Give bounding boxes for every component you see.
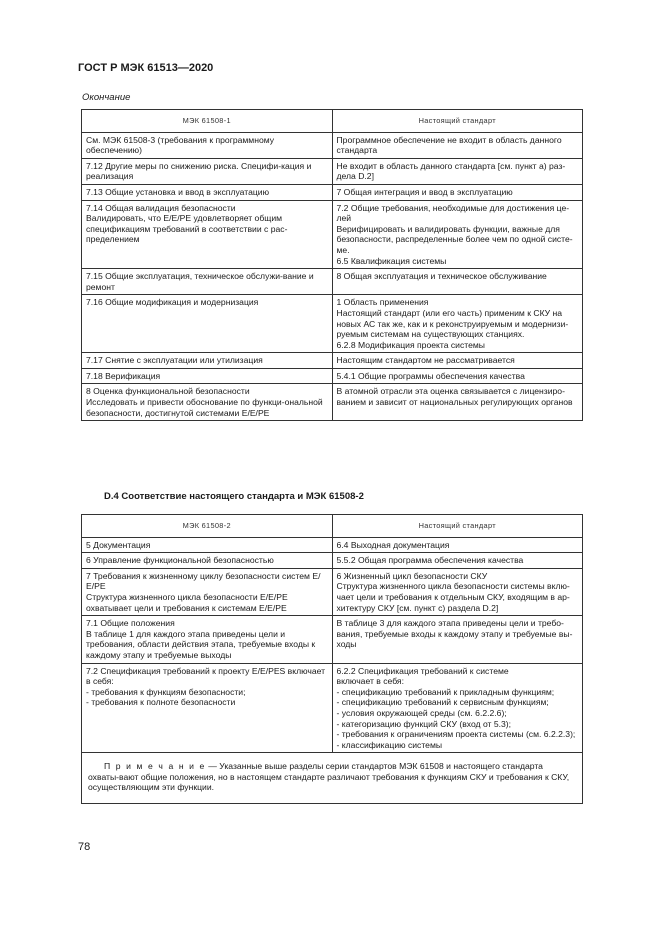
table-row xyxy=(82,184,583,200)
column-header-iec: МЭК 61508-1 xyxy=(82,110,333,133)
cell-iec xyxy=(82,353,333,369)
column-header-standard: Настоящий стандарт xyxy=(332,515,583,538)
document-header: ГОСТ Р МЭК 61513—2020 xyxy=(78,62,214,74)
table1-body xyxy=(82,132,583,421)
cell-line: 7.13 Общие установка и ввод в эксплуатацию xyxy=(86,186,270,197)
cell-standard xyxy=(332,132,583,158)
cell-line: 7 Требования к жизненному циклу безопасности систем Е/Е/РЕ xyxy=(86,570,321,592)
table-row xyxy=(82,132,583,158)
cell-line: - условия окружающей среды (см. 6.2.2.6); xyxy=(336,707,507,718)
cell-standard xyxy=(332,200,583,269)
cell-iec xyxy=(82,384,333,421)
cell-line: В таблице 3 для каждого этапа приведены цели и требо-вания, требуемые входы к каждому этапу и требуемые вы-ходы xyxy=(336,618,573,650)
table-row xyxy=(82,537,583,553)
cell-line: - требования к ограничениям проекта системы (см. 6.2.2.3); xyxy=(336,729,576,740)
cell-standard xyxy=(332,269,583,295)
cell-standard xyxy=(332,353,583,369)
cell-line: 7.14 Общая валидация безопасности xyxy=(86,202,236,213)
cell-line: 7.16 Общие модификация и модернизация xyxy=(86,297,259,308)
table-row xyxy=(82,200,583,269)
cell-line: 6.4 Выходная документация xyxy=(336,539,450,550)
cell-iec xyxy=(82,132,333,158)
cell-line: - категоризацию функций СКУ (вход от 5.3); xyxy=(336,718,512,729)
cell-iec xyxy=(82,616,333,663)
table-row xyxy=(82,553,583,569)
table-row xyxy=(82,384,583,421)
table-header-row xyxy=(82,515,583,538)
cell-line: включает в себя: xyxy=(336,676,404,687)
cell-line: 8 Оценка функциональной безопасности xyxy=(86,386,250,397)
table-row xyxy=(82,616,583,663)
cell-line: 7.2 Спецификация требований к проекту Е/Е/PES включает в себя: xyxy=(86,665,326,687)
table-iec-61508-2 xyxy=(81,514,583,804)
cell-line: 7.17 Снятие с эксплуатации или утилизация xyxy=(86,355,263,366)
table-row xyxy=(82,568,583,615)
column-header-iec: МЭК 61508-2 xyxy=(82,515,333,538)
cell-line: Структура жизненного цикла безопасности Е/Е/РЕ охватывает цели и требования к системам Е/Е/РЕ xyxy=(86,591,288,613)
cell-line: В таблице 1 для каждого этапа приведены цели и требования, области действия этапа, требуемые входы к каждому этапу и требуемые выходы xyxy=(86,628,316,660)
cell-line: Настоящим стандартом не рассматривается xyxy=(336,355,515,366)
cell-line: 7 Общая интеграция и ввод в эксплуатацию xyxy=(336,186,513,197)
table-row xyxy=(82,353,583,369)
cell-line: 6 Жизненный цикл безопасности СКУ xyxy=(336,570,488,581)
cell-line: См. МЭК 61508-3 (требования к программному обеспечению) xyxy=(86,134,275,156)
cell-line: В атомной отрасли эта оценка связывается с лицензиро-ванием и зависит от национальных регулирующих органов xyxy=(336,386,573,408)
table-header-row xyxy=(82,110,583,133)
cell-line: 5.5.2 Общая программа обеспечения качества xyxy=(336,555,524,566)
cell-line: Структура жизненного цикла безопасности системы вклю-чает цели и требования к отдельным СКУ, входящим в ар-хитектуру СКУ [см. пункт с) раздела D.2] xyxy=(336,581,570,613)
cell-standard xyxy=(332,384,583,421)
cell-line: 6.5 Квалификация системы xyxy=(336,255,447,266)
section-title: D.4 Соответствие настоящего стандарта и МЭК 61508-2 xyxy=(104,491,364,502)
cell-line: Верифицировать и валидировать функции, важные для безопасности, распределенные более чем по одной систе-ме. xyxy=(336,223,573,255)
note-text: — Указанные выше разделы серии стандартов МЭК 61508 и настоящего стандарта охваты-вают общие положения, но в настоящем стандарте различают требования к функциям СКУ и требования к СКУ, осуществляющим эти функции. xyxy=(88,761,570,793)
table-row xyxy=(82,368,583,384)
cell-line: 6.2.2 Спецификация требований к системе xyxy=(336,665,509,676)
cell-iec xyxy=(82,158,333,184)
table2-body xyxy=(82,537,583,753)
cell-iec xyxy=(82,537,333,553)
note-row xyxy=(82,753,583,804)
cell-line: - спецификацию требований к сервисным функциям; xyxy=(336,697,549,708)
cell-standard xyxy=(332,295,583,353)
cell-standard xyxy=(332,553,583,569)
cell-standard xyxy=(332,663,583,753)
cell-line: 7.18 Верификация xyxy=(86,370,161,381)
cell-line: 1 Область применения xyxy=(336,297,429,308)
table-row xyxy=(82,295,583,353)
table-row xyxy=(82,269,583,295)
cell-line: Программное обеспечение не входит в область данного стандарта xyxy=(336,134,562,156)
cell-iec xyxy=(82,568,333,615)
table-row xyxy=(82,158,583,184)
table-row xyxy=(82,663,583,753)
note-cell xyxy=(82,753,583,804)
cell-iec xyxy=(82,184,333,200)
cell-line: Валидировать, что Е/Е/РЕ удовлетворяет общим спецификациям требований в соответствии с рас-пределением xyxy=(86,213,288,245)
continuation-label: Окончание xyxy=(82,92,131,103)
page-number: 78 xyxy=(78,841,91,853)
cell-line: 7.15 Общие эксплуатация, техническое обслужи-вание и ремонт xyxy=(86,271,314,292)
cell-line: Настоящий стандарт (или его часть) применим к СКУ на новых АС так же, как и к реконструируемым и модернизи-руемым системам на существующих станциях. xyxy=(336,307,569,340)
cell-standard xyxy=(332,537,583,553)
cell-iec xyxy=(82,200,333,269)
cell-line: 8 Общая эксплуатация и техническое обслуживание xyxy=(336,271,547,282)
cell-line: - требования к функциям безопасности; xyxy=(86,686,246,697)
cell-iec xyxy=(82,295,333,353)
cell-standard xyxy=(332,184,583,200)
cell-line: - спецификацию требований к прикладным функциям; xyxy=(336,686,555,697)
cell-standard xyxy=(332,368,583,384)
cell-standard xyxy=(332,158,583,184)
cell-line: Не входит в область данного стандарта [см. пункт а) раз-дела D.2] xyxy=(336,160,566,182)
cell-line: - классификацию системы xyxy=(336,739,443,750)
cell-iec xyxy=(82,269,333,295)
cell-line: 5.4.1 Общие программы обеспечения качества xyxy=(336,370,525,381)
cell-line: - требования к полноте безопасности xyxy=(86,697,236,708)
table-iec-61508-1 xyxy=(81,109,583,421)
cell-line: 6.2.8 Модификация проекта системы xyxy=(336,339,485,350)
cell-line: Исследовать и привести обоснование по функци-ональной безопасности, достигнутой системами Е/Е/РЕ xyxy=(86,397,323,418)
cell-standard xyxy=(332,568,583,615)
cell-line: 7.12 Другие меры по снижению риска. Специфи-кация и реализация xyxy=(86,160,312,182)
cell-line: 6 Управление функциональной безопасностью xyxy=(86,555,274,566)
cell-line: 7.1 Общие положения xyxy=(86,618,175,629)
cell-line: 5 Документация xyxy=(86,539,151,550)
cell-iec xyxy=(82,368,333,384)
cell-line: 7.2 Общие требования, необходимые для достижения це-лей xyxy=(336,202,570,224)
note-label: П р и м е ч а н и е xyxy=(104,761,206,772)
column-header-standard: Настоящий стандарт xyxy=(332,110,583,133)
cell-standard xyxy=(332,616,583,663)
cell-iec xyxy=(82,553,333,569)
cell-iec xyxy=(82,663,333,753)
